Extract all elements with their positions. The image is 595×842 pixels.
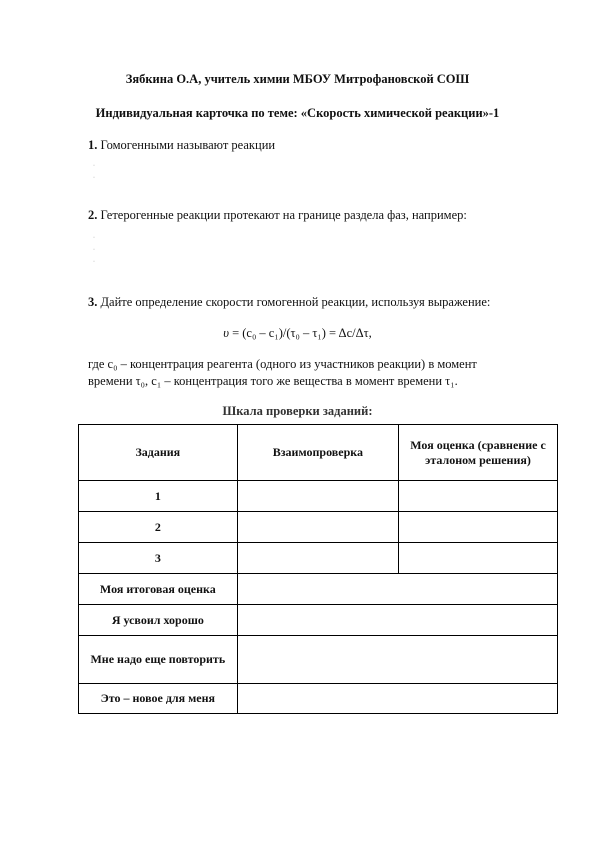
final-grade-cell[interactable]	[237, 574, 557, 605]
explanation-line-2: времени τ₀, c₁ – концентрация того же вещества в момент времени τ₁.	[88, 374, 458, 388]
answer-2-placeholder: · · ·	[93, 235, 95, 265]
peer-review-cell[interactable]	[237, 512, 398, 543]
question-1	[88, 138, 275, 153]
task-number: 3	[79, 543, 238, 574]
need-review-label: Мне надо еще повторить	[79, 636, 238, 684]
table-row	[79, 636, 558, 684]
question-3-number: 3.	[88, 295, 98, 309]
rate-formula	[0, 326, 595, 341]
question-1-number: 1.	[88, 138, 98, 152]
task-number: 1	[79, 481, 238, 512]
formula-velocity-symbol: υ	[223, 326, 229, 340]
grading-table	[78, 424, 558, 714]
table-row	[79, 481, 558, 512]
question-2-text: Гетерогенные реакции протекают на границе раздела фаз, например:	[97, 208, 467, 222]
my-grade-cell[interactable]	[399, 543, 558, 574]
my-grade-cell[interactable]	[399, 512, 558, 543]
peer-review-cell[interactable]	[237, 481, 398, 512]
table-row	[79, 512, 558, 543]
table-row	[79, 574, 558, 605]
new-for-me-label: Это – новое для меня	[79, 684, 238, 714]
question-1-text: Гомогенными называют реакции	[97, 138, 276, 152]
final-grade-label: Моя итоговая оценка	[79, 574, 238, 605]
author-line: Зябкина О.А, учитель химии МБОУ Митрофановской СОШ	[125, 72, 470, 86]
formula-expression: = (c₀ – c₁)/(τ₀ – τ₁) = Δc/Δτ,	[232, 326, 372, 340]
header-peer-review: Взаимопроверка	[237, 425, 398, 481]
header-tasks: Задания	[79, 425, 238, 481]
need-review-cell[interactable]	[237, 636, 557, 684]
learned-well-cell[interactable]	[237, 605, 557, 636]
question-2-number: 2.	[88, 208, 98, 222]
table-row	[79, 543, 558, 574]
explanation-line-1: где c₀ – концентрация реагента (одного из участников реакции) в момент	[88, 357, 477, 371]
answer-1-placeholder: · ·	[93, 163, 95, 181]
learned-well-label: Я усвоил хорошо	[79, 605, 238, 636]
table-row	[79, 605, 558, 636]
task-number: 2	[79, 512, 238, 543]
table-header-row	[79, 425, 558, 481]
peer-review-cell[interactable]	[237, 543, 398, 574]
question-2	[88, 208, 467, 223]
new-for-me-cell[interactable]	[237, 684, 557, 714]
my-grade-cell[interactable]	[399, 481, 558, 512]
worksheet-title: Индивидуальная карточка по теме: «Скорость химической реакции»-1	[95, 106, 500, 120]
table-row	[79, 684, 558, 714]
question-3	[88, 295, 490, 310]
question-3-text: Дайте определение скорости гомогенной реакции, используя выражение:	[97, 295, 491, 309]
table-caption: Шкала проверки заданий:	[222, 404, 373, 418]
header-my-grade: Моя оценка (сравнение с эталоном решения)	[399, 425, 558, 481]
